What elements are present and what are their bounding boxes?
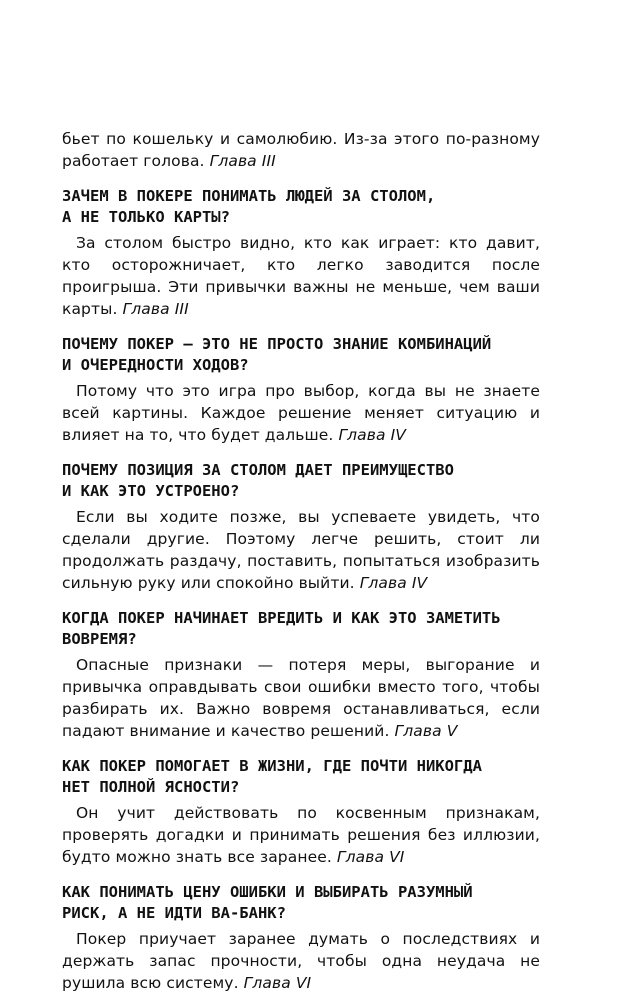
qa-section-5 [62,756,540,868]
section-question: ПОЧЕМУ ПОЗИЦИЯ ЗА СТОЛОМ ДАЕТ ПРЕИМУЩЕСТВО И КАК ЭТО УСТРОЕНО? [62,461,454,500]
chapter-reference: Глава VI [336,848,405,866]
section-answer [62,232,540,320]
section-answer [62,928,540,994]
intro-text: бьет по кошельку и самолюбию. Из-за этого по-разному работает голова. [62,130,540,170]
answer-text: За столом быстро видно, кто как играет: кто давит, кто осторожничает, кто легко заводится после проигрыша. Эти привычки важны не меньше, чем ваши карты. [62,234,540,318]
qa-section-1 [62,186,540,320]
section-question: КАК ПОКЕР ПОМОГАЕТ В ЖИЗНИ, ГДЕ ПОЧТИ НИКОГДА НЕТ ПОЛНОЙ ЯСНОСТИ? [62,757,482,796]
section-question: ПОЧЕМУ ПОКЕР — ЭТО НЕ ПРОСТО ЗНАНИЕ КОМБИНАЦИЙ И ОЧЕРЕДНОСТИ ХОДОВ? [62,335,492,374]
section-answer [62,506,540,594]
section-answer [62,380,540,446]
chapter-reference: Глава VI [243,974,312,992]
qa-section-2 [62,334,540,446]
qa-section-4 [62,608,540,742]
answer-text: Он учит действовать по косвенным признакам, проверять догадки и принимать решения без иллюзии, будто можно знать все заранее. [62,804,540,866]
chapter-reference: Глава III [122,300,189,318]
intro-paragraph [62,128,540,172]
section-question: КАК ПОНИМАТЬ ЦЕНУ ОШИБКИ И ВЫБИРАТЬ РАЗУМНЫЙ РИСК, А НЕ ИДТИ ВА-БАНК? [62,883,473,922]
section-answer [62,654,540,742]
section-answer [62,802,540,868]
answer-text: Потому что это игра про выбор, когда вы не знаете всей картины. Каждое решение меняет ситуацию и влияет на то, что будет дальше. [62,382,540,444]
answer-text: Если вы ходите позже, вы успеваете увидеть, что сделали другие. Поэтому легче решить, стоит ли продолжать раздачу, поставить, попытаться изобразить сильную руку или спокойно выйти. [62,508,540,592]
chapter-reference: Глава III [209,152,276,170]
chapter-reference: Глава IV [338,426,407,444]
qa-section-6 [62,882,540,994]
qa-section-3 [62,460,540,594]
answer-text: Опасные признаки — потеря меры, выгорание и привычка оправдывать свои ошибки вместо того, чтобы разбирать их. Важно вовремя останавливаться, если падают внимание и качество решений. [62,656,540,740]
chapter-reference: Глава IV [359,574,428,592]
chapter-reference: Глава V [394,722,458,740]
section-question: КОГДА ПОКЕР НАЧИНАЕТ ВРЕДИТЬ И КАК ЭТО ЗАМЕТИТЬ ВОВРЕМЯ? [62,609,501,648]
answer-text: Покер приучает заранее думать о последствиях и держать запас прочности, чтобы одна неудача не рушила всю систему. [62,930,540,992]
page-content [62,128,540,994]
section-question: ЗАЧЕМ В ПОКЕРЕ ПОНИМАТЬ ЛЮДЕЙ ЗА СТОЛОМ, А НЕ ТОЛЬКО КАРТЫ? [62,187,436,226]
